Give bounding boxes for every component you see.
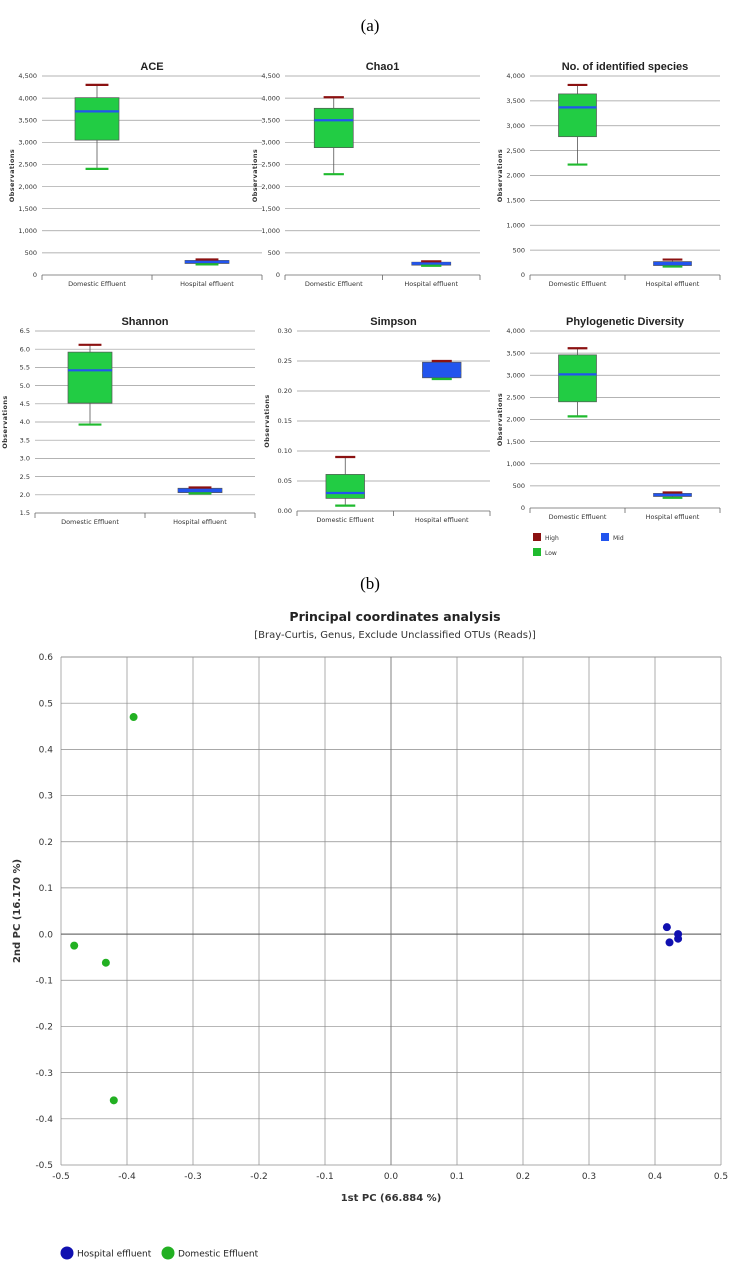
plot-title: Chao1: [365, 61, 400, 73]
box-legend: [533, 533, 624, 557]
category-label: Domestic Effluent: [61, 518, 119, 526]
y-tick-label: 0.20: [277, 387, 292, 396]
boxplot-simpson: [263, 316, 490, 524]
iqr-box: [422, 362, 461, 378]
y-tick-label: 2,000: [261, 182, 280, 191]
iqr-box: [326, 474, 365, 498]
y-tick-label: 500: [512, 246, 525, 255]
box-domestic: [314, 97, 353, 174]
category-label: Hospital effluent: [645, 513, 700, 521]
legend-marker: [162, 1247, 175, 1260]
y-tick-label: 0: [275, 271, 280, 280]
y-tick-label: -0.3: [35, 1068, 53, 1079]
plot-title: Phylogenetic Diversity: [566, 316, 684, 328]
alpha-diversity-boxplots: [1, 61, 720, 526]
y-tick-label: 0.6: [38, 653, 53, 664]
x-tick-label: -0.1: [316, 1172, 334, 1182]
legend-mid-label: Mid: [613, 535, 624, 542]
y-tick-label: 2,000: [506, 171, 525, 180]
y-tick-label: 1,000: [261, 226, 280, 235]
y-tick-label: 3,500: [506, 97, 525, 106]
y-tick-label: 1,500: [261, 204, 280, 213]
y-tick-label: 1,500: [506, 196, 525, 205]
y-tick-label: 1,500: [18, 204, 37, 213]
y-tick-label: 2,500: [18, 160, 37, 169]
legend-high-label: High: [545, 535, 559, 542]
y-tick-label: 2,000: [18, 182, 37, 191]
pcoa-legend: [61, 1247, 259, 1260]
y-tick-label: 2.5: [19, 472, 30, 481]
panel-label-b: (b): [360, 574, 380, 593]
x-tick-label: -0.2: [250, 1172, 268, 1182]
boxplot-chao1: [251, 61, 480, 288]
plot-title: ACE: [140, 61, 164, 73]
legend-low-label: Low: [545, 550, 557, 557]
category-label: Domestic Effluent: [316, 516, 375, 524]
pcoa-scatter-plot: [12, 609, 728, 1260]
y-tick-label: 0.4: [38, 745, 53, 756]
x-tick-label: 0.4: [647, 1172, 663, 1182]
panel-label-a: (a): [360, 16, 380, 35]
y-axis-label: Observations: [8, 148, 16, 203]
y-tick-label: 3,500: [18, 116, 37, 125]
pcoa-title: Principal coordinates analysis: [289, 609, 501, 624]
box-hospital: [178, 488, 222, 494]
y-tick-label: 5.0: [19, 381, 30, 390]
category-label: Hospital effluent: [173, 518, 227, 526]
x-tick-label: 0.5: [713, 1172, 729, 1182]
boxplot-shannon: [1, 316, 255, 526]
y-tick-label: 3,000: [506, 371, 525, 380]
y-tick-label: -0.5: [35, 1161, 53, 1172]
y-tick-label: 0.05: [277, 477, 292, 486]
y-tick-label: 500: [267, 249, 280, 258]
y-tick-label: 0: [520, 504, 525, 513]
category-label: Hospital effluent: [645, 280, 700, 288]
x-tick-label: 0.1: [449, 1172, 465, 1182]
y-tick-label: -0.2: [35, 1022, 53, 1033]
data-point: [666, 938, 674, 946]
y-tick-label: 4,500: [261, 72, 280, 81]
y-axis-label: Observations: [496, 392, 504, 447]
y-tick-label: 3.0: [19, 454, 30, 463]
y-axis-label: Observations: [1, 395, 9, 449]
y-tick-label: 3,500: [506, 349, 525, 358]
y-tick-label: 0.15: [277, 417, 292, 426]
y-tick-label: 0.3: [38, 791, 53, 802]
data-point: [674, 935, 682, 943]
category-label: Hospital effluent: [404, 280, 459, 288]
x-tick-label: 0.2: [515, 1172, 531, 1182]
y-tick-label: 4,500: [18, 72, 37, 81]
category-label: Domestic Effluent: [68, 280, 126, 288]
box-hospital: [422, 361, 461, 379]
y-tick-label: 0.00: [277, 507, 292, 516]
y-axis-label: Observations: [251, 148, 259, 203]
y-tick-label: 4.0: [19, 418, 30, 427]
series-domestic: [70, 713, 137, 1104]
boxplot-ace: [8, 61, 262, 288]
y-tick-label: 500: [512, 482, 525, 491]
y-tick-label: 0.0: [38, 930, 53, 941]
box-hospital: [654, 260, 692, 267]
y-tick-label: 2,500: [506, 146, 525, 155]
y-tick-label: 500: [24, 249, 37, 258]
category-label: Domestic Effluent: [548, 280, 607, 288]
y-tick-label: 5.5: [19, 363, 30, 372]
y-axis-label: Observations: [496, 148, 504, 203]
y-tick-label: 4,000: [18, 94, 37, 103]
legend-marker: [61, 1247, 74, 1260]
y-tick-label: 3,500: [261, 116, 280, 125]
x-tick-label: -0.4: [118, 1172, 136, 1182]
iqr-box: [314, 108, 353, 147]
data-point: [102, 959, 110, 967]
box-domestic: [326, 457, 365, 506]
y-tick-label: 6.5: [19, 327, 30, 336]
iqr-box: [559, 355, 597, 402]
y-tick-label: 0.5: [38, 699, 53, 710]
iqr-box: [559, 94, 597, 137]
y-tick-label: -0.4: [35, 1115, 53, 1126]
data-point: [110, 1096, 118, 1104]
y-tick-label: 1,000: [506, 221, 525, 230]
y-tick-label: 2.0: [19, 491, 30, 499]
y-tick-label: 1,500: [506, 437, 525, 446]
box-hospital: [412, 261, 451, 265]
y-tick-label: 1,000: [506, 459, 525, 468]
box-domestic: [75, 85, 119, 169]
y-tick-label: 1,000: [18, 226, 37, 235]
legend-mid-swatch: [601, 533, 609, 541]
box-hospital: [185, 260, 229, 265]
plot-title: No. of identified species: [561, 61, 689, 73]
y-tick-label: 0: [520, 271, 525, 280]
y-tick-label: 4.5: [19, 400, 30, 408]
category-label: Domestic Effluent: [304, 280, 363, 288]
plot-title: Simpson: [370, 316, 417, 328]
y-tick-label: 0.1: [38, 884, 53, 895]
data-point: [70, 942, 78, 950]
x-axis-label: 1st PC (66.884 %): [340, 1193, 442, 1204]
plot-title: Shannon: [121, 316, 169, 328]
iqr-box: [75, 98, 119, 140]
y-axis-label: Observations: [263, 394, 271, 448]
y-tick-label: 2,000: [506, 415, 525, 424]
y-tick-label: 1.5: [19, 509, 30, 518]
y-tick-label: 0.25: [277, 357, 292, 366]
category-label: Hospital effluent: [414, 516, 469, 524]
box-domestic: [68, 345, 112, 425]
box-hospital: [654, 493, 692, 498]
y-tick-label: 3,000: [18, 138, 37, 147]
y-tick-label: 6.0: [19, 345, 30, 354]
y-axis-label: 2nd PC (16.170 %): [12, 858, 23, 964]
y-tick-label: 0.2: [38, 837, 53, 848]
y-tick-label: 3.5: [19, 436, 30, 445]
boxplot-no-of-identified-species: [496, 61, 720, 288]
y-tick-label: 3,000: [506, 121, 525, 130]
pcoa-subtitle: [Bray-Curtis, Genus, Exclude Unclassified OTUs (Reads)]: [254, 630, 536, 641]
boxplot-phylogenetic-diversity: [496, 316, 720, 521]
legend-label: Domestic Effluent: [178, 1249, 259, 1260]
legend-high-swatch: [533, 533, 541, 541]
iqr-box: [68, 352, 112, 403]
category-label: Hospital effluent: [180, 280, 234, 288]
box-domestic: [559, 348, 597, 416]
y-tick-label: 3,000: [261, 138, 280, 147]
y-tick-label: 4,000: [506, 72, 525, 81]
legend-low-swatch: [533, 548, 541, 556]
y-tick-label: 0.10: [277, 447, 292, 456]
data-point: [663, 923, 671, 931]
x-tick-label: 0.0: [383, 1172, 399, 1182]
x-tick-label: -0.3: [184, 1172, 202, 1182]
x-tick-label: 0.3: [581, 1172, 597, 1182]
y-tick-label: -0.1: [35, 976, 53, 987]
y-tick-label: 4,000: [261, 94, 280, 103]
legend-label: Hospital effluent: [77, 1249, 152, 1260]
y-tick-label: 2,500: [261, 160, 280, 169]
data-point: [130, 713, 138, 721]
category-label: Domestic Effluent: [548, 513, 607, 521]
y-tick-label: 0.30: [277, 327, 292, 336]
y-tick-label: 0: [32, 271, 37, 280]
y-tick-label: 2,500: [506, 393, 525, 402]
x-tick-label: -0.5: [52, 1172, 70, 1182]
box-domestic: [559, 85, 597, 165]
y-tick-label: 4,000: [506, 327, 525, 336]
series-hospital: [663, 923, 682, 946]
